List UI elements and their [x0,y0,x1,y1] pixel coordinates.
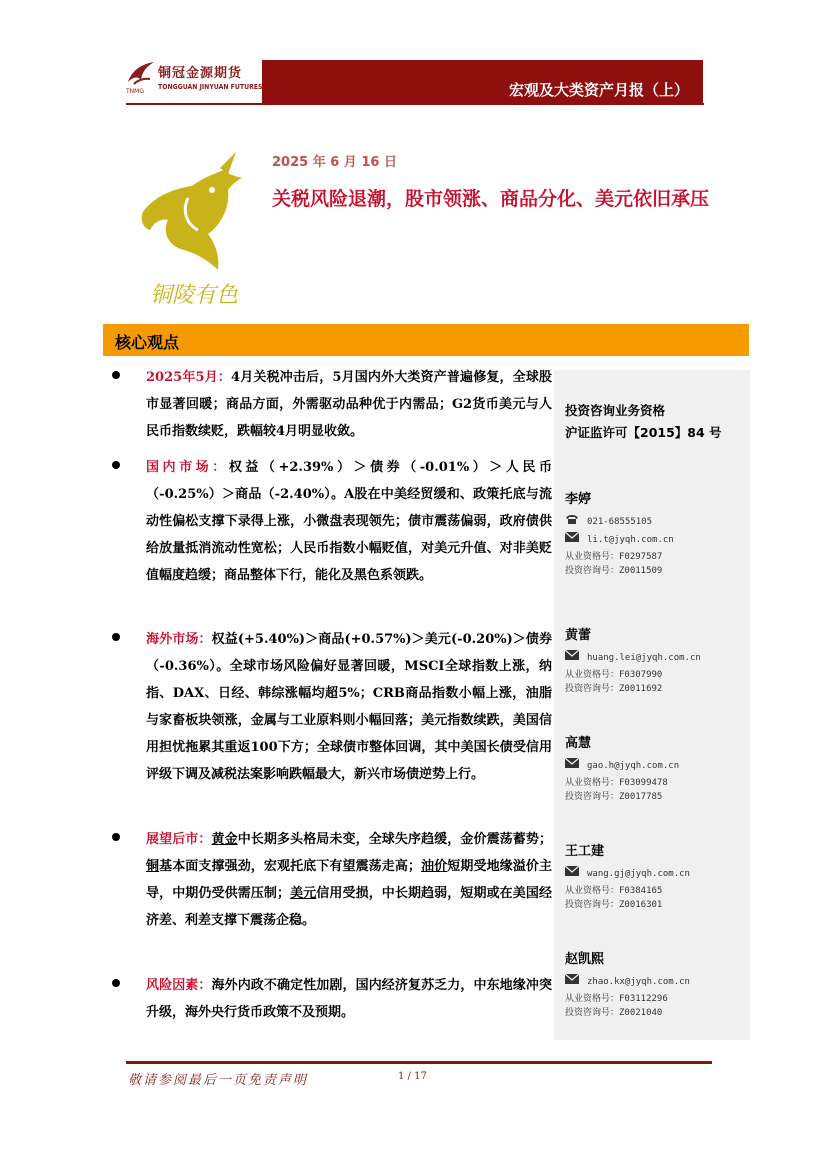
analyst-phone-row [565,512,749,530]
report-title: 关税风险退潮，股市领涨、商品分化、美元依旧承压 [272,188,710,210]
analyst-advisory-no: 投资咨询号：Z0011509 [565,566,663,576]
bullet-lead: 国内市场： [146,460,229,475]
analyst-practice-no: 从业资格号：F03099478 [565,778,668,788]
email-icon [565,866,579,876]
company-abbr: TNMG [126,88,144,95]
bullet-paragraph [146,364,552,445]
analyst-card [565,948,749,1018]
bullet-dot-icon [112,633,120,641]
outlook-copper-label: 铜 [146,859,160,874]
analyst-email-row [565,648,749,666]
analyst-email[interactable]: zhao.kx@jyqh.com.cn [587,977,690,987]
page-number: 1 / 17 [398,1071,427,1082]
bullet-dot-icon [112,833,120,841]
tnmg-logo-icon [124,58,158,88]
bullet-2025-may [112,364,552,445]
email-icon [565,974,579,984]
analyst-email[interactable]: huang.lei@jyqh.com.cn [587,653,701,663]
analyst-email-row [565,864,749,882]
company-logo [122,56,262,100]
analyst-name: 黄蕾 [565,628,592,643]
analyst-card [565,624,749,694]
header-bar [262,60,703,104]
outlook-copper-text: 基本面支撑强劲，宏观托底下有望震荡走高； [159,859,421,874]
core-view-band [103,324,749,356]
email-icon [565,650,579,660]
analyst-advisory-no: 投资咨询号：Z0017785 [565,792,663,802]
analyst-advisory-no: 投资咨询号：Z0021040 [565,1008,663,1018]
analyst-name: 李婷 [565,492,592,507]
footer-disclaimer-note: 敬请参阅最后一页免责声明 [128,1073,309,1088]
bullet-risk-factors [112,972,552,1026]
bullet-text: 4月关税冲击后，5月国内外大类资产普遍修复，全球股市显著回暖；商品方面，外需驱动品种优于内需品；G2货币美元与人民币指数续贬，跌幅较4月明显收敛。 [146,370,553,439]
bullet-text: 权益(+5.40%)＞商品(+0.57%)＞美元(-0.20%)＞债券（-0.36%）。全球市场风险偏好显著回暖，MSCI全球指数上涨，纳指、DAX、日经、韩综涨幅均超5%；CRB商品指数小幅上涨，油脂与家畜板块领涨，金属与工业原料则小幅回落；美元指数续跌，美国信用担忧拖累其重返100下方；全球债市整体回调，其中美国长债受信用评级下调及减税法案影响跌幅最大，新兴市场债逆势上行。 [146,632,552,782]
core-view-content [104,360,554,1040]
bullet-text: 权益（+2.39%）＞债券（-0.01%）＞人民币（-0.25%）＞商品（-2.40%）。A股在中美经贸缓和、政策托底与流动性偏松支撑下录得上涨，小微盘表现领先；债市震荡偏弱，政府债供给放量抵消流动性宽松；人民币指数小幅贬值，对美元升值、对非美贬值幅度趋缓；商品整体下行，能化及黑色系领跌。 [146,460,552,583]
analyst-advisory-no: 投资咨询号：Z0016301 [565,900,663,910]
outlook-gold-label: 黄金 [211,832,238,847]
footer-divider [126,1061,712,1064]
analyst-email-row [565,530,749,548]
qualification-line-2: 沪证监许可【2015】84 号 [565,425,722,440]
header-divider [126,103,704,105]
qualification-line-1: 投资咨询业务资格 [565,403,666,418]
analyst-email[interactable]: gao.h@jyqh.com.cn [587,761,680,771]
bullet-paragraph [146,826,552,934]
analyst-email-row [565,756,749,774]
bullet-domestic-market [112,454,552,589]
bullet-dot-icon [112,461,120,469]
bullet-lead: 展望后市： [146,832,212,847]
phone-icon [565,514,579,524]
bullet-lead: 2025年5月： [146,370,232,385]
company-name-en: TONGGUAN JINYUAN FUTURES [158,83,263,91]
bullet-overseas-market [112,626,552,788]
bullet-paragraph [146,454,552,589]
analyst-name: 王工建 [565,844,605,859]
bronze-bird-emblem-icon [128,150,258,315]
analyst-advisory-no: 投资咨询号：Z0011692 [565,684,663,694]
email-icon [565,532,579,542]
bullet-paragraph [146,626,552,788]
bullet-lead: 风险因素： [146,978,212,993]
bullet-lead: 海外市场： [146,632,212,647]
bullet-dot-icon [112,371,120,379]
bullet-dot-icon [112,979,120,987]
report-date: 2025 年 6 月 16 日 [272,155,397,170]
emblem-calligraphy: 铜陵有色 [150,283,239,308]
analyst-card [565,732,749,802]
analyst-card [565,840,749,910]
analyst-email-row [565,972,749,990]
bullet-text: 海外内政不确定性加剧，国内经济复苏乏力，中东地缘冲突升级，海外央行货币政策不及预期。 [146,978,552,1020]
company-name-cn: 铜冠金源期货 [158,66,243,81]
analyst-name: 高慧 [565,736,592,751]
qualification-block [565,400,722,444]
analyst-practice-no: 从业资格号：F0384165 [565,886,663,896]
analyst-phone: 021-68555105 [587,517,653,527]
outlook-gold-text: 中长期多头格局未变，全球失序趋缓，金价震荡蓄势； [237,832,552,847]
report-type-title: 宏观及大类资产月报（上） [508,81,689,99]
outlook-usd-text: 信用受损，中长期趋弱，短期或在美国经济差、利差支撑下震荡企稳。 [146,886,552,928]
analyst-sidebar [554,370,750,1040]
analyst-email[interactable]: li.t@jyqh.com.cn [587,535,674,545]
bullet-outlook [112,826,552,934]
analyst-practice-no: 从业资格号：F0307990 [565,670,663,680]
outlook-oil-label: 油价 [420,859,448,874]
analyst-card [565,488,749,576]
analyst-email[interactable]: wang.gj@jyqh.com.cn [587,869,690,879]
bullet-paragraph [146,972,552,1026]
analyst-practice-no: 从业资格号：F0297587 [565,552,663,562]
outlook-usd-label: 美元 [290,886,317,901]
analyst-name: 赵凯熙 [565,952,605,967]
core-view-heading: 核心观点 [115,333,180,352]
email-icon [565,758,579,768]
outlook-oil-text: 短期受地缘溢价主导，中期仍受供需压制； [146,859,552,901]
analyst-practice-no: 从业资格号：F03112296 [565,994,668,1004]
